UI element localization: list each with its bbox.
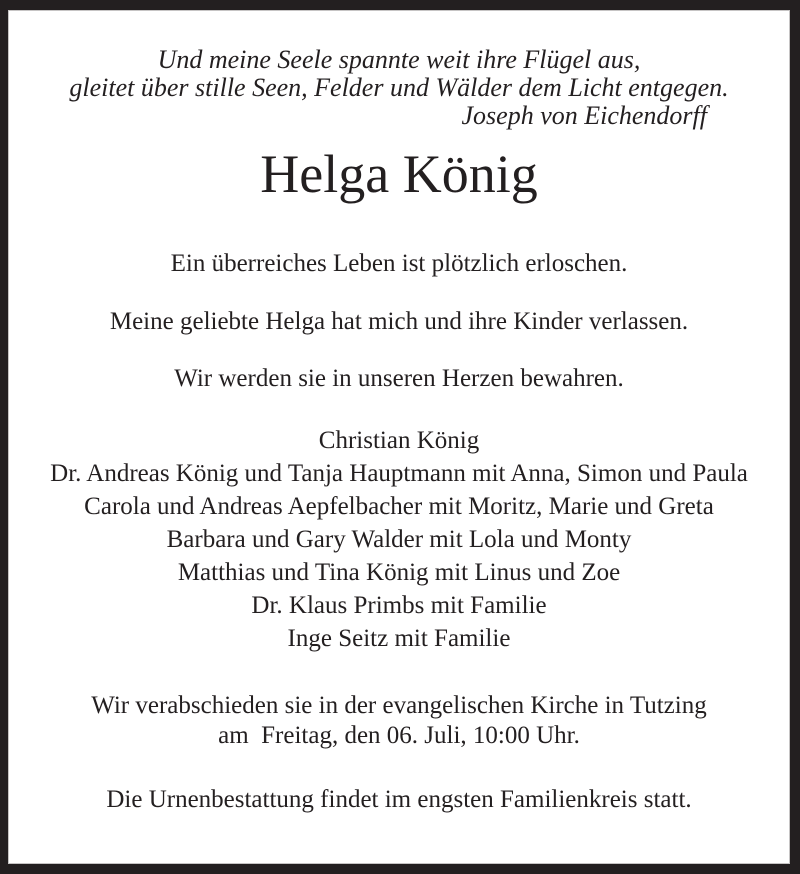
quote-line-2: gleitet über stille Seen, Felder und Wälder dem Licht entgegen. (69, 73, 729, 102)
mourner-line: Christian König (318, 427, 480, 454)
mourners-list (8, 424, 790, 655)
deceased-name: Helga König (260, 144, 538, 204)
service-location-line: Wir verabschieden sie in der evangelischen Kirche in Tutzing (91, 692, 707, 719)
mourner-line: Inge Seitz mit Familie (287, 625, 511, 652)
mourner-line: Barbara und Gary Walder mit Lola und Monty (166, 526, 632, 553)
mourner-line: Dr. Andreas König und Tanja Hauptmann mit Anna, Simon und Paula (50, 460, 748, 487)
quote-attribution: Joseph von Eichendorff (461, 101, 707, 130)
quote-line-1: Und meine Seele spannte weit ihre Flügel aus, (157, 45, 641, 74)
statement-line: Meine geliebte Helga hat mich und ihre Kinder verlassen. (109, 308, 689, 335)
service-datetime-line: am Freitag, den 06. Juli, 10:00 Uhr. (218, 722, 580, 749)
statement-line: Ein überreiches Leben ist plötzlich erloschen. (170, 250, 628, 277)
burial-note: Die Urnenbestattung findet im engsten Familienkreis statt. (106, 786, 692, 813)
memorial-quote (8, 46, 790, 130)
obituary-content (8, 46, 790, 814)
statement-line: Wir werden sie in unseren Herzen bewahren. (174, 365, 624, 392)
mourner-line: Matthias und Tina König mit Linus und Zoe (177, 559, 621, 586)
mourner-line: Carola und Andreas Aepfelbacher mit Moritz, Marie und Greta (84, 493, 714, 520)
service-info (8, 691, 790, 751)
mourner-line: Dr. Klaus Primbs mit Familie (251, 592, 547, 619)
